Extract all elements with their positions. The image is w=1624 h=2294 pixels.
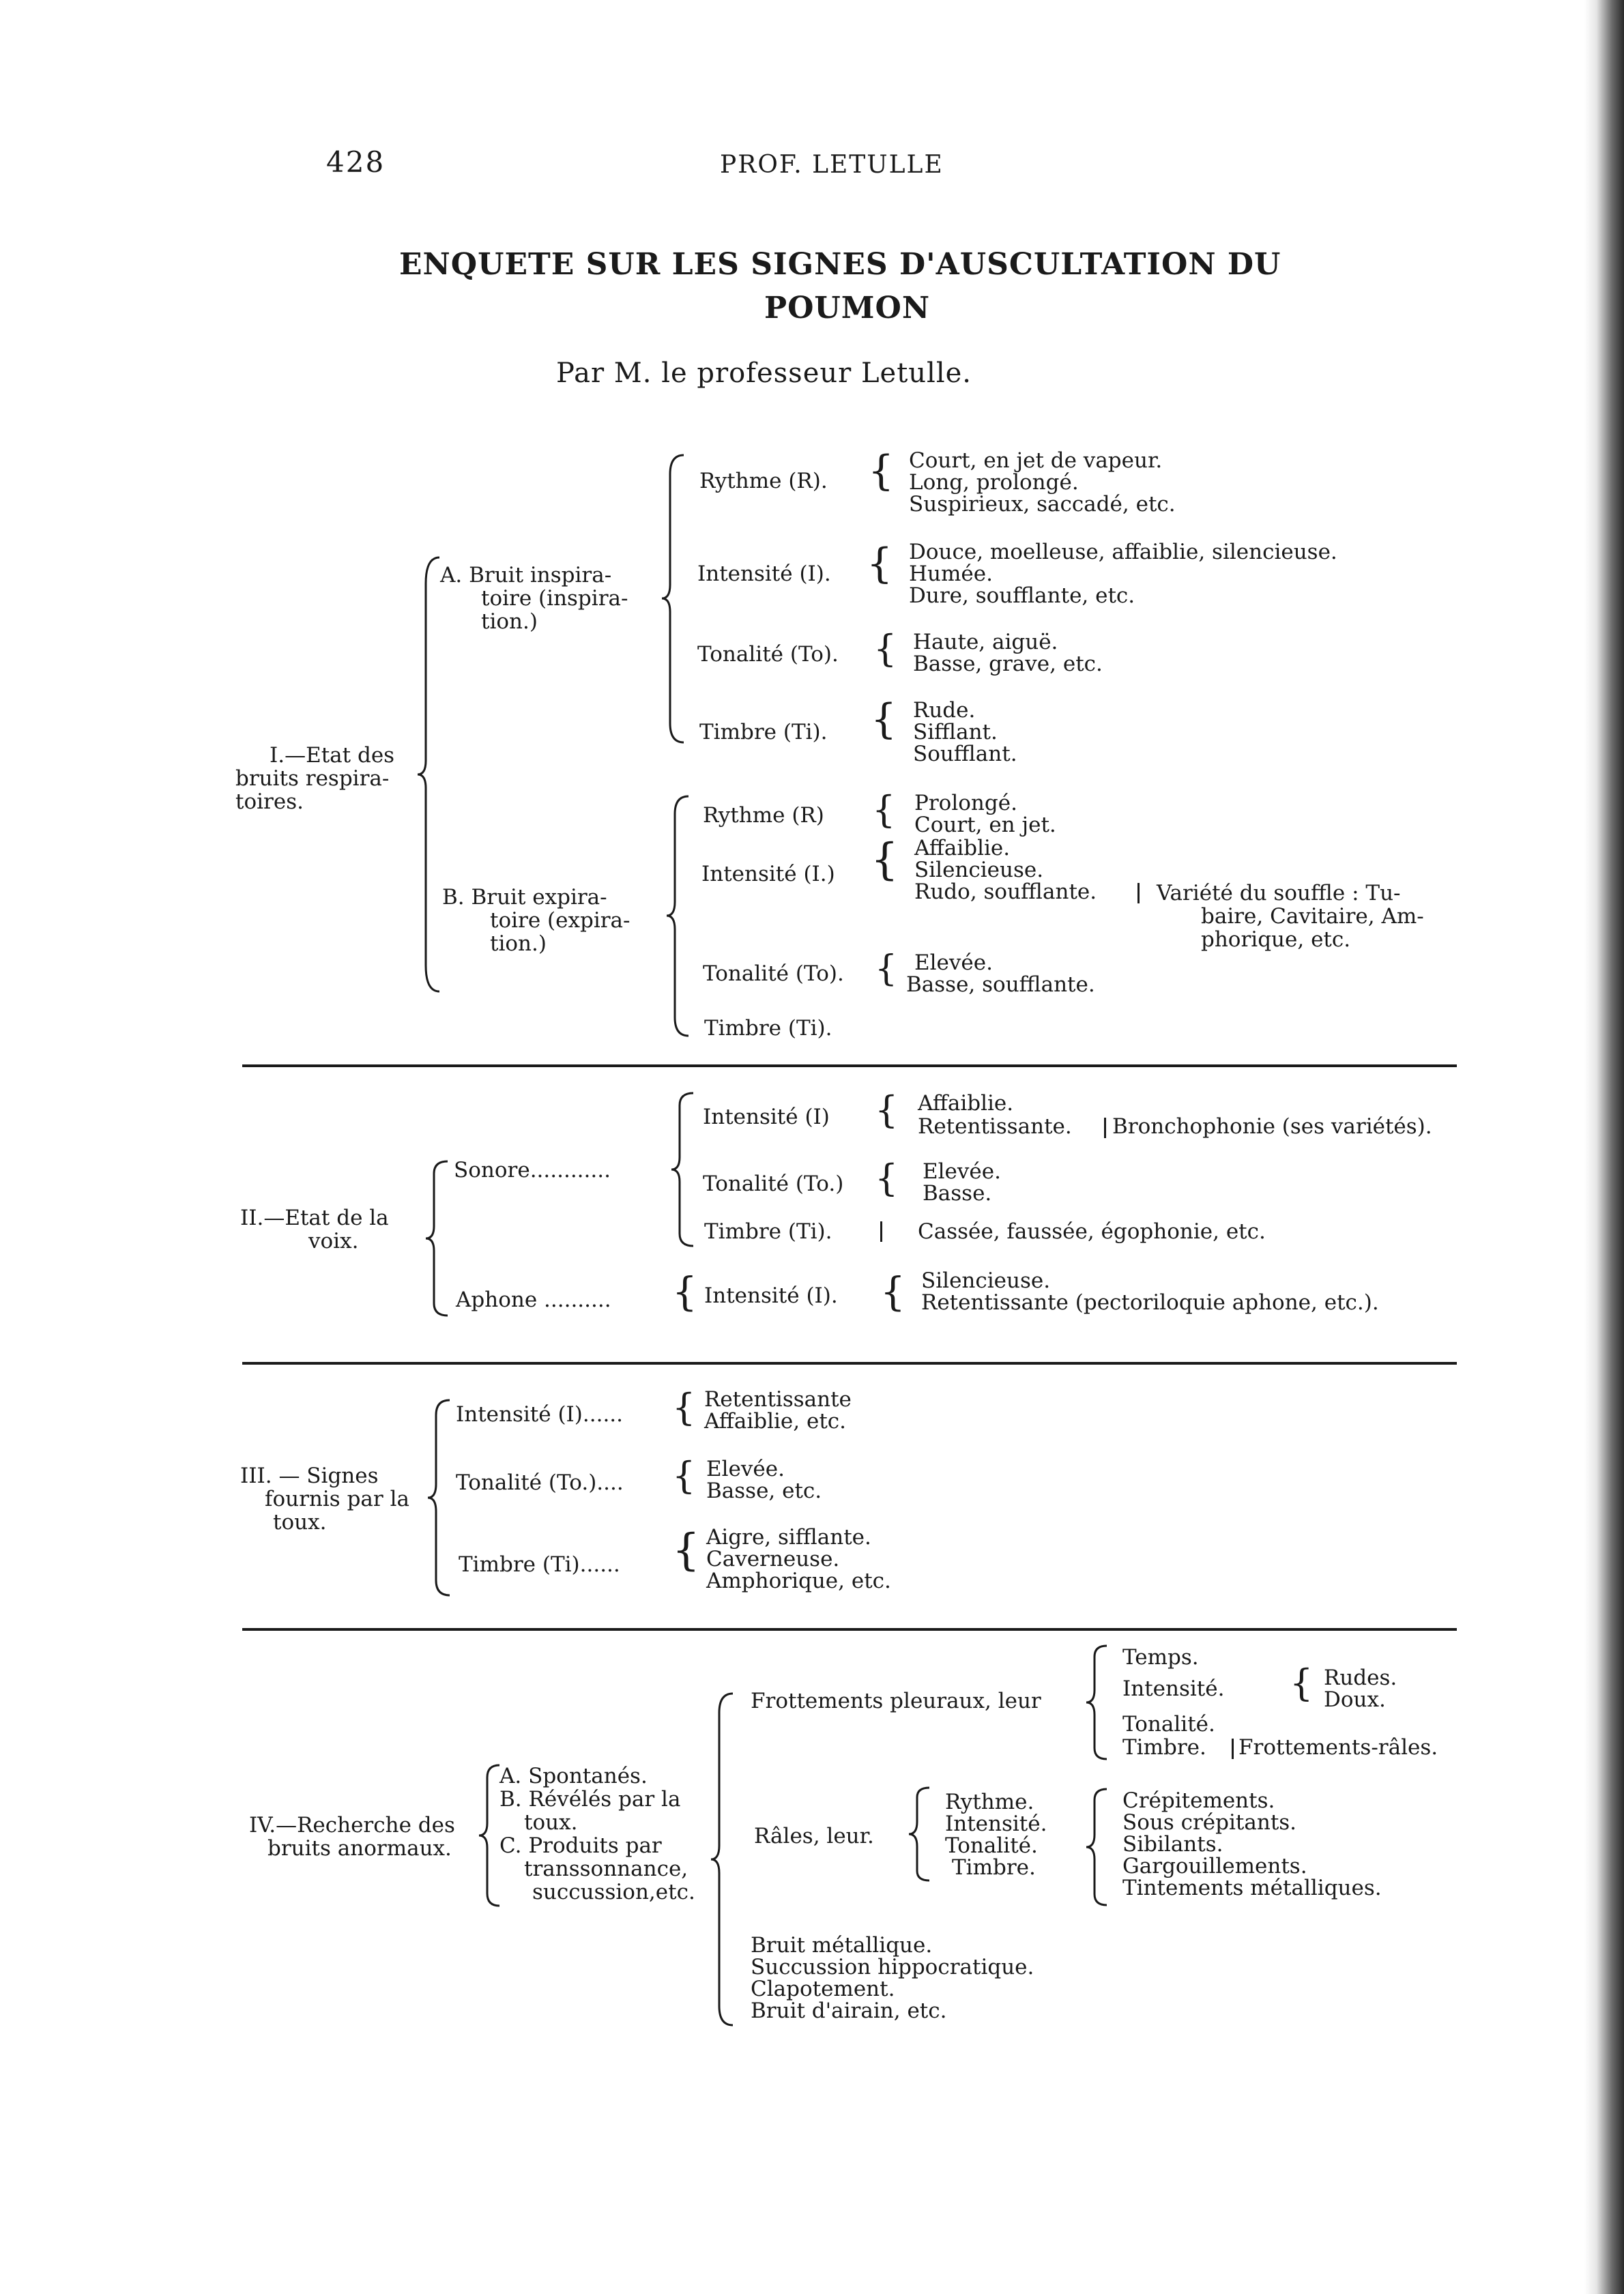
sec1-a-rythme-item: Court, en jet de vapeur.	[909, 448, 1163, 473]
sec4-kind-line: C. Produits par	[499, 1833, 662, 1858]
sec1-b-intensite-item: Rudo, soufflante.	[914, 880, 1097, 904]
brace-glyph: {	[875, 948, 898, 989]
sec4-rales-types-brace	[1085, 1788, 1110, 1906]
sec2-sonore-label: Sonore............	[454, 1158, 611, 1182]
sec1-b-label-line: toire (expira-	[490, 908, 630, 933]
brace-glyph: {	[1290, 1661, 1314, 1704]
sec2-aphone-intensite-label: Intensité (I).	[704, 1283, 838, 1308]
sec4-frottements-timbre-extra: Frottements-râles.	[1238, 1735, 1438, 1760]
sec1-b-intensite-label: Intensité (I.)	[701, 862, 835, 886]
sec3-intensite-label: Intensité (I)......	[456, 1402, 624, 1427]
section-divider	[242, 1628, 1457, 1631]
sec4-rales-type: Gargouillements.	[1122, 1854, 1307, 1878]
sec4-rales-label: Râles, leur.	[754, 1824, 874, 1848]
sec1-label-line: I.—Etat des	[270, 743, 395, 768]
title-line-2: POUMON	[764, 291, 931, 325]
sec1-a-rythme-item: Suspirieux, saccadé, etc.	[909, 492, 1176, 517]
sec4-other-item: Bruit métallique.	[751, 1933, 933, 1958]
brace-glyph: {	[672, 1454, 696, 1497]
sec1-b-variete-line: Variété du souffle : Tu-	[1157, 881, 1401, 905]
sec3-tonalite-label: Tonalité (To.)....	[456, 1470, 624, 1495]
sec1-b-variete-line: baire, Cavitaire, Am-	[1201, 904, 1424, 929]
sec4-rales-type: Crépitements.	[1122, 1788, 1275, 1813]
sec3-tonalite-item: Basse, etc.	[706, 1479, 822, 1503]
sec2-sonore-tonalite-label: Tonalité (To.)	[703, 1172, 844, 1196]
sec1-a-timbre-item: Rude.	[913, 698, 976, 723]
sec4-frottements-prop: Timbre.	[1122, 1735, 1206, 1760]
sec2-sonore-brace	[670, 1092, 697, 1247]
sec2-label-line: II.—Etat de la	[240, 1206, 389, 1230]
title-line-1: ENQUETE SUR LES SIGNES D'AUSCULTATION DU	[399, 247, 1281, 282]
sec3-label-line: fournis par la	[265, 1487, 409, 1511]
separator-bar	[1232, 1739, 1234, 1759]
sec2-sonore-intensite-extra: Bronchophonie (ses variétés).	[1112, 1114, 1432, 1139]
sec1-a-timbre-item: Sifflant.	[913, 720, 998, 744]
sec4-rales-brace	[908, 1786, 932, 1882]
sec3-brace	[426, 1399, 454, 1597]
sec4-other-item: Succussion hippocratique.	[751, 1955, 1034, 1979]
sec1-a-brace	[661, 454, 688, 744]
sec3-intensite-item: Affaiblie, etc.	[704, 1409, 847, 1434]
sec1-a-rythme-item: Long, prolongé.	[909, 470, 1079, 495]
sec2-aphone-label: Aphone ..........	[456, 1288, 611, 1312]
separator-bar	[1104, 1118, 1106, 1138]
sec2-sonore-tonalite-item: Elevée.	[923, 1159, 1001, 1184]
sec3-intensite-item: Retentissante	[704, 1387, 852, 1412]
sec3-timbre-item: Amphorique, etc.	[706, 1569, 891, 1593]
sec3-timbre-label: Timbre (Ti)......	[459, 1552, 620, 1577]
page-number: 428	[326, 145, 386, 179]
sec4-other-item: Bruit d'airain, etc.	[751, 1999, 947, 2023]
section-divider	[242, 1362, 1457, 1365]
sec2-sonore-intensite-label: Intensité (I)	[703, 1105, 830, 1129]
sec2-aphone-intensite-item: Silencieuse.	[921, 1268, 1051, 1293]
sec4-kind-line: transsonnance,	[524, 1857, 688, 1881]
sec1-b-tonalite-item: Basse, soufflante.	[906, 972, 1095, 997]
running-title: PROF. LETULLE	[720, 151, 944, 179]
sec1-b-variete-line: phorique, etc.	[1201, 927, 1351, 952]
brace-glyph: {	[871, 695, 897, 743]
sec4-kind-line: succussion,etc.	[532, 1880, 695, 1904]
sec4-frottements-intensite-value: Rudes.	[1324, 1666, 1397, 1690]
sec2-brace	[424, 1160, 452, 1317]
sec2-sonore-tonalite-item: Basse.	[923, 1181, 992, 1206]
sec1-b-intensite-item: Silencieuse.	[914, 858, 1044, 882]
sec4-kind-line: toux.	[524, 1810, 578, 1835]
sec2-aphone-intensite-item: Retentissante (pectoriloquie aphone, etc.).	[921, 1290, 1379, 1315]
sec4-frottements-label: Frottements pleuraux, leur	[751, 1689, 1041, 1713]
sec2-sonore-intensite-item: Retentissante.	[918, 1114, 1072, 1139]
sec1-label-line: toires.	[235, 789, 304, 814]
sec4-label-line: IV.—Recherche des	[249, 1813, 455, 1838]
sec3-label-line: III. — Signes	[240, 1464, 379, 1488]
sec4-kind-line: A. Spontanés.	[499, 1764, 648, 1788]
sec4-rales-type: Tintements métalliques.	[1122, 1876, 1382, 1900]
sec4-rales-prop: Intensité.	[945, 1812, 1047, 1836]
sec3-tonalite-item: Elevée.	[706, 1457, 785, 1481]
sec1-b-tonalite-item: Elevée.	[914, 950, 993, 975]
sec2-sonore-timbre-extra: Cassée, faussée, égophonie, etc.	[918, 1219, 1266, 1244]
sec3-timbre-item: Caverneuse.	[706, 1547, 840, 1571]
sec1-a-tonalite-item: Basse, grave, etc.	[913, 652, 1103, 676]
brace-glyph: {	[672, 1386, 696, 1429]
sec4-other-item: Clapotement.	[751, 1977, 895, 2001]
sec4-frottements-intensite-value: Doux.	[1324, 1687, 1386, 1712]
brace-glyph: {	[875, 1088, 899, 1131]
sec3-timbre-item: Aigre, sifflante.	[706, 1525, 871, 1550]
sec1-a-tonalite-label: Tonalité (To).	[697, 642, 839, 667]
sec1-a-intensite-label: Intensité (I).	[697, 562, 831, 586]
sec1-a-label-line: A. Bruit inspira-	[440, 563, 612, 587]
brace-glyph: {	[875, 1157, 899, 1200]
sec1-b-label-line: B. Bruit expira-	[442, 885, 607, 910]
sec1-b-rythme-item: Court, en jet.	[914, 813, 1056, 837]
sec4-rales-prop: Timbre.	[952, 1855, 1036, 1880]
brace-glyph: {	[672, 1268, 697, 1315]
sec4-frottements-prop: Intensité.	[1122, 1676, 1225, 1701]
sec1-b-rythme-label: Rythme (R)	[703, 803, 824, 828]
sec4-frottements-prop: Tonalité.	[1122, 1712, 1215, 1737]
sec4-frottements-prop: Temps.	[1122, 1645, 1199, 1670]
brace-glyph: {	[880, 1268, 905, 1315]
sec2-sonore-intensite-item: Affaiblie.	[918, 1091, 1014, 1116]
sec1-b-timbre-label: Timbre (Ti).	[704, 1016, 832, 1041]
sec1-b-brace	[665, 795, 693, 1037]
sec1-brace	[416, 556, 444, 993]
sec1-a-intensite-item: Humée.	[909, 562, 993, 586]
brace-glyph: {	[872, 788, 896, 831]
separator-bar	[1137, 883, 1140, 903]
sec4-main-brace	[710, 1692, 737, 2027]
brace-glyph: {	[873, 627, 897, 670]
sec1-b-rythme-item: Prolongé.	[914, 791, 1017, 815]
page-edge-shadow	[1584, 0, 1624, 2294]
sec4-brace	[478, 1764, 502, 1907]
sec4-rales-prop: Rythme.	[945, 1790, 1034, 1814]
sec4-rales-type: Sous crépitants.	[1122, 1810, 1297, 1835]
sec1-a-timbre-label: Timbre (Ti).	[699, 720, 828, 744]
separator-bar	[880, 1221, 882, 1242]
sec4-frottements-brace	[1085, 1644, 1110, 1760]
sec1-a-intensite-item: Douce, moelleuse, affaiblie, silencieuse.	[909, 540, 1337, 564]
sec1-b-tonalite-label: Tonalité (To).	[703, 961, 844, 986]
sec1-a-timbre-item: Soufflant.	[913, 742, 1017, 766]
byline: Par M. le professeur Letulle.	[556, 358, 972, 389]
sec4-rales-prop: Tonalité.	[945, 1833, 1038, 1858]
brace-glyph: {	[672, 1525, 700, 1576]
sec3-label-line: toux.	[273, 1510, 327, 1535]
brace-glyph: {	[867, 540, 893, 587]
section-divider	[242, 1064, 1457, 1067]
sec4-kind-line: B. Révélés par la	[499, 1787, 681, 1812]
sec4-label-line: bruits anormaux.	[267, 1836, 452, 1861]
sec1-b-intensite-item: Affaiblie.	[914, 836, 1011, 860]
sec1-b-label-line: tion.)	[490, 931, 547, 956]
sec1-a-label-line: tion.)	[481, 609, 538, 634]
sec2-label-line: voix.	[308, 1229, 359, 1253]
brace-glyph: {	[871, 834, 899, 885]
sec1-a-tonalite-item: Haute, aiguë.	[913, 630, 1058, 654]
sec1-label-line: bruits respira-	[235, 766, 390, 791]
sec1-a-label-line: toire (inspira-	[481, 586, 628, 611]
sec4-rales-type: Sibilants.	[1122, 1832, 1223, 1857]
brace-glyph: {	[868, 447, 895, 495]
sec1-a-rythme-label: Rythme (R).	[699, 469, 828, 493]
sec2-sonore-timbre-label: Timbre (Ti).	[704, 1219, 832, 1244]
sec1-a-intensite-item: Dure, soufflante, etc.	[909, 583, 1135, 608]
